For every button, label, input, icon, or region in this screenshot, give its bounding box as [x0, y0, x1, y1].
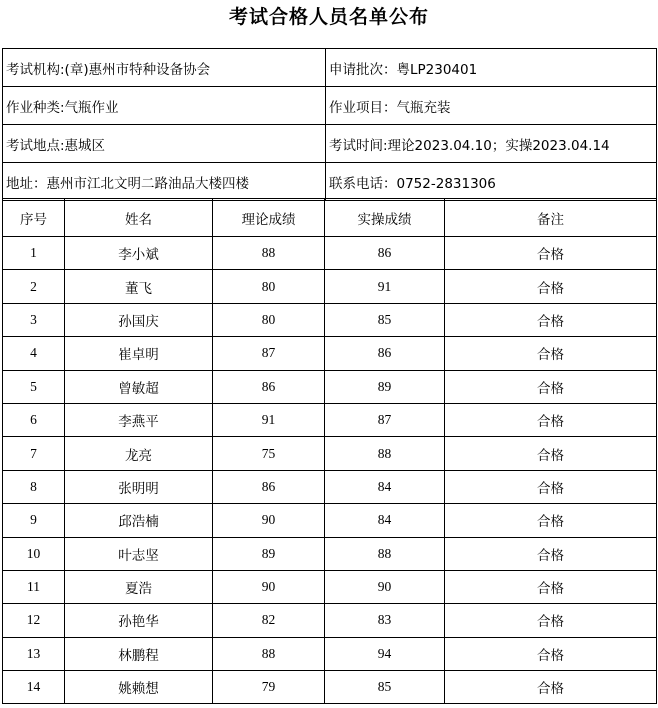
application-batch: 申请批次：粤LP230401	[326, 49, 657, 87]
info-row	[3, 125, 657, 163]
name-cell: 姚赖想	[65, 671, 213, 704]
results-body	[3, 237, 657, 704]
seq-cell: 7	[3, 437, 65, 470]
seq-cell: 6	[3, 403, 65, 436]
practical-score-cell: 94	[325, 637, 445, 670]
work-item: 作业项目：气瓶充装	[326, 87, 657, 125]
table-row	[3, 270, 657, 303]
theory-score-cell: 82	[213, 604, 325, 637]
remark-cell: 合格	[445, 237, 657, 270]
header-practical-score: 实操成绩	[325, 199, 445, 237]
seq-cell: 8	[3, 470, 65, 503]
name-cell: 孙艳华	[65, 604, 213, 637]
practical-score-cell: 89	[325, 370, 445, 403]
practical-score-cell: 84	[325, 470, 445, 503]
header-row	[3, 199, 657, 237]
info-row	[3, 87, 657, 125]
seq-cell: 2	[3, 270, 65, 303]
practical-score-cell: 85	[325, 671, 445, 704]
theory-score-cell: 90	[213, 504, 325, 537]
table-row	[3, 403, 657, 436]
theory-score-cell: 80	[213, 270, 325, 303]
address: 地址：惠州市江北文明二路油品大楼四楼	[3, 163, 326, 201]
seq-cell: 4	[3, 337, 65, 370]
header-seq: 序号	[3, 199, 65, 237]
remark-cell: 合格	[445, 604, 657, 637]
remark-cell: 合格	[445, 570, 657, 603]
practical-score-cell: 88	[325, 437, 445, 470]
table-row	[3, 637, 657, 670]
header-name: 姓名	[65, 199, 213, 237]
theory-score-cell: 80	[213, 303, 325, 336]
table-row	[3, 570, 657, 603]
seq-cell: 1	[3, 237, 65, 270]
theory-score-cell: 88	[213, 637, 325, 670]
seq-cell: 10	[3, 537, 65, 570]
table-row	[3, 437, 657, 470]
exam-org: 考试机构:(章)惠州市特种设备协会	[3, 49, 326, 87]
seq-cell: 11	[3, 570, 65, 603]
remark-cell: 合格	[445, 437, 657, 470]
name-cell: 夏浩	[65, 570, 213, 603]
name-cell: 崔卓明	[65, 337, 213, 370]
table-row	[3, 537, 657, 570]
table-row	[3, 337, 657, 370]
name-cell: 张明明	[65, 470, 213, 503]
practical-score-cell: 85	[325, 303, 445, 336]
results-table	[2, 198, 657, 704]
theory-score-cell: 88	[213, 237, 325, 270]
theory-score-cell: 86	[213, 370, 325, 403]
theory-score-cell: 87	[213, 337, 325, 370]
theory-score-cell: 89	[213, 537, 325, 570]
name-cell: 邱浩楠	[65, 504, 213, 537]
exam-time: 考试时间:理论2023.04.10；实操2023.04.14	[326, 125, 657, 163]
name-cell: 林鹏程	[65, 637, 213, 670]
exam-location: 考试地点:惠城区	[3, 125, 326, 163]
seq-cell: 3	[3, 303, 65, 336]
seq-cell: 13	[3, 637, 65, 670]
practical-score-cell: 86	[325, 337, 445, 370]
table-row	[3, 470, 657, 503]
name-cell: 龙亮	[65, 437, 213, 470]
table-row	[3, 671, 657, 704]
remark-cell: 合格	[445, 470, 657, 503]
remark-cell: 合格	[445, 270, 657, 303]
practical-score-cell: 90	[325, 570, 445, 603]
header-theory-score: 理论成绩	[213, 199, 325, 237]
practical-score-cell: 87	[325, 403, 445, 436]
remark-cell: 合格	[445, 370, 657, 403]
table-row	[3, 303, 657, 336]
remark-cell: 合格	[445, 337, 657, 370]
theory-score-cell: 91	[213, 403, 325, 436]
remark-cell: 合格	[445, 537, 657, 570]
exam-info-table	[2, 48, 657, 201]
name-cell: 曾敏超	[65, 370, 213, 403]
table-row	[3, 237, 657, 270]
table-row	[3, 370, 657, 403]
table-row	[3, 504, 657, 537]
practical-score-cell: 83	[325, 604, 445, 637]
info-row	[3, 49, 657, 87]
seq-cell: 5	[3, 370, 65, 403]
practical-score-cell: 88	[325, 537, 445, 570]
remark-cell: 合格	[445, 403, 657, 436]
theory-score-cell: 90	[213, 570, 325, 603]
name-cell: 李小斌	[65, 237, 213, 270]
page-title: 考试合格人员名单公布	[228, 6, 429, 28]
header-remark: 备注	[445, 199, 657, 237]
theory-score-cell: 75	[213, 437, 325, 470]
theory-score-cell: 79	[213, 671, 325, 704]
seq-cell: 12	[3, 604, 65, 637]
remark-cell: 合格	[445, 303, 657, 336]
theory-score-cell: 86	[213, 470, 325, 503]
info-row	[3, 163, 657, 201]
contact-phone: 联系电话：0752-2831306	[326, 163, 657, 201]
remark-cell: 合格	[445, 671, 657, 704]
practical-score-cell: 86	[325, 237, 445, 270]
name-cell: 孙国庆	[65, 303, 213, 336]
remark-cell: 合格	[445, 504, 657, 537]
seq-cell: 14	[3, 671, 65, 704]
name-cell: 叶志坚	[65, 537, 213, 570]
practical-score-cell: 91	[325, 270, 445, 303]
name-cell: 董飞	[65, 270, 213, 303]
work-category: 作业种类:气瓶作业	[3, 87, 326, 125]
practical-score-cell: 84	[325, 504, 445, 537]
seq-cell: 9	[3, 504, 65, 537]
remark-cell: 合格	[445, 637, 657, 670]
table-row	[3, 604, 657, 637]
name-cell: 李燕平	[65, 403, 213, 436]
